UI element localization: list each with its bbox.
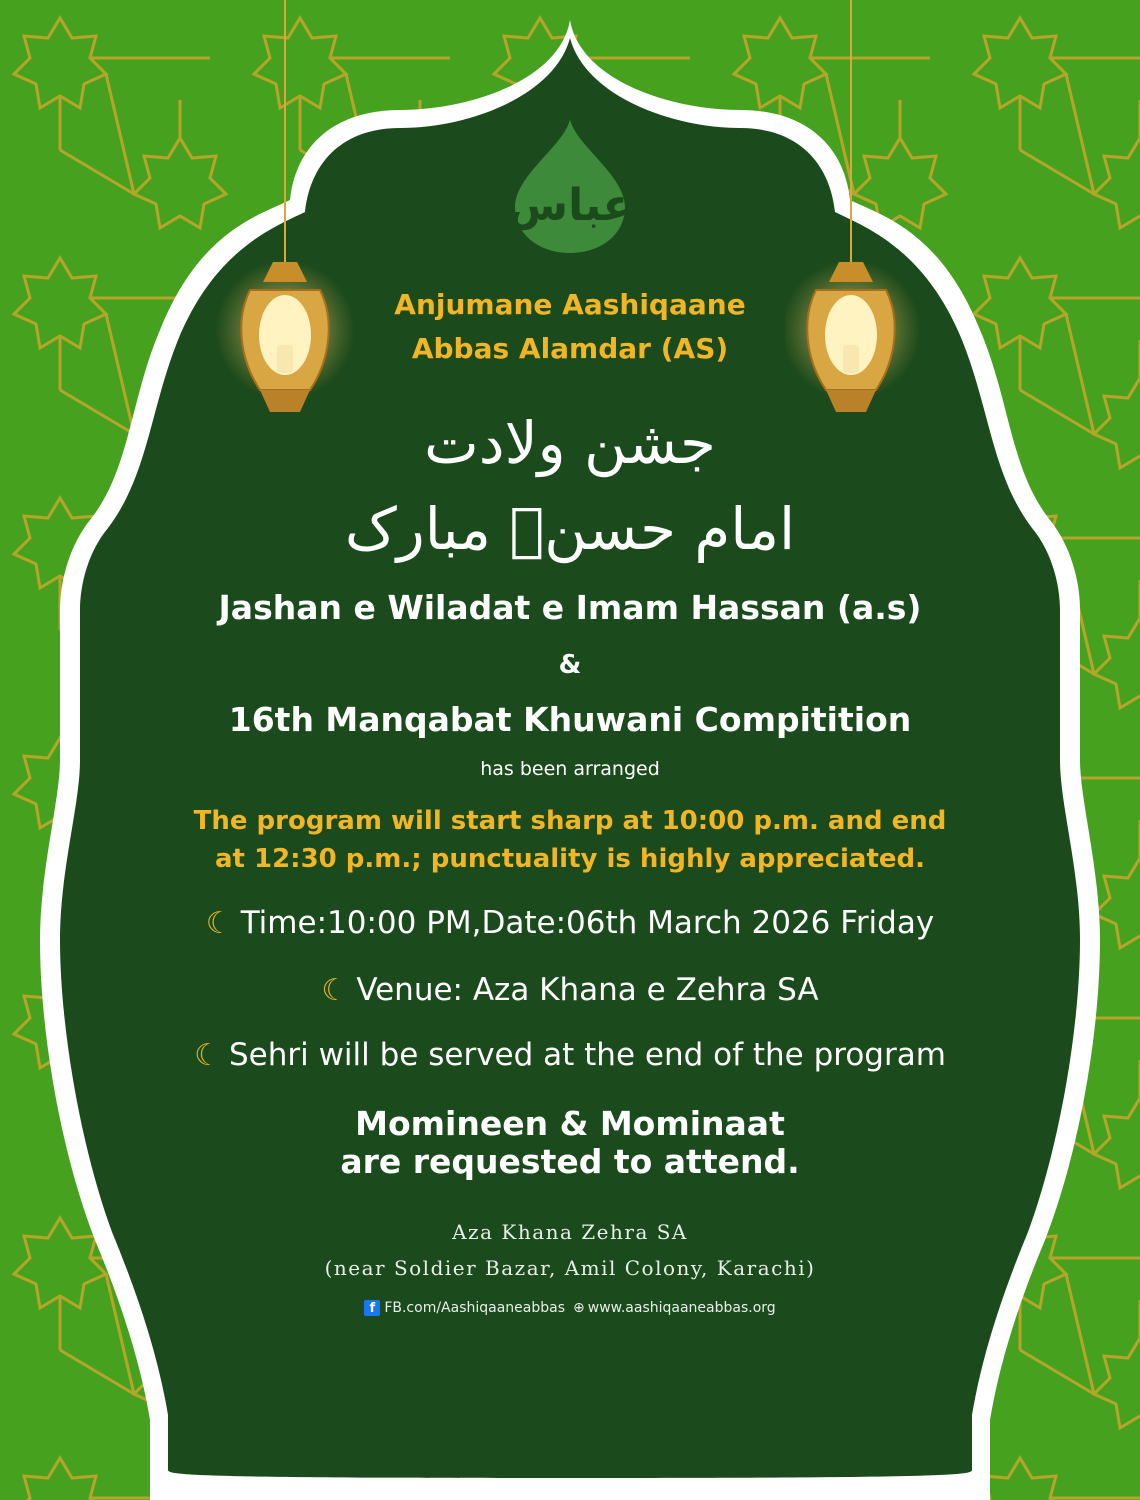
- attendance-request: [0, 1105, 1140, 1181]
- globe-icon: ⊕: [573, 1300, 585, 1316]
- address-line-2: (near Soldier Bazar, Amil Colony, Karachi): [324, 1256, 816, 1280]
- sehri-line: [0, 1037, 1140, 1073]
- request-line-2: are requested to attend.: [340, 1142, 800, 1181]
- sehri-text: Sehri will be served at the end of the program: [228, 1037, 946, 1073]
- address-line-1: Aza Khana Zehra SA: [452, 1220, 688, 1244]
- org-line-2: Abbas Alamdar (AS): [411, 332, 729, 365]
- venue-line: [0, 972, 1140, 1008]
- website-link[interactable]: www.aashiqaaneabbas.org: [587, 1300, 776, 1316]
- crescent-moon-icon: ☾: [194, 1038, 221, 1073]
- event-title: Jashan e Wiladat e Imam Hassan (a.s): [218, 588, 922, 627]
- event-subtitle: 16th Manqabat Khuwani Compitition: [228, 700, 912, 739]
- notice-line-2: at 12:30 p.m.; punctuality is highly appreciated.: [214, 844, 926, 874]
- notice-line-1: The program will start sharp at 10:00 p.m. and end: [193, 806, 947, 836]
- address-block: [0, 1214, 1140, 1286]
- punctuality-notice: [0, 802, 1140, 878]
- request-line-1: Momineen & Mominaat: [355, 1104, 785, 1143]
- urdu-line-1: جشن ولادت: [424, 409, 716, 477]
- urdu-line-2: امام حسنؑ مبارک: [344, 495, 796, 563]
- org-line-1: Anjumane Aashiqaane: [394, 288, 746, 321]
- time-date-text: Time:10:00 PM,Date:06th March 2026 Friday: [240, 905, 935, 941]
- organization-name: [0, 283, 1140, 371]
- arranged-text: has been arranged: [480, 758, 660, 780]
- facebook-link[interactable]: FB.com/Aashiqaaneabbas: [384, 1300, 566, 1316]
- venue-text: Venue: Aza Khana e Zehra SA: [356, 972, 819, 1008]
- ampersand: &: [558, 650, 582, 680]
- logo-text: عباس: [507, 180, 633, 231]
- time-date-line: [0, 905, 1140, 941]
- crescent-moon-icon: ☾: [321, 973, 349, 1008]
- crescent-moon-icon: ☾: [205, 906, 233, 941]
- urdu-heading: [0, 400, 1140, 572]
- facebook-icon: f: [364, 1300, 380, 1316]
- abbas-calligraphy-logo: [505, 115, 635, 255]
- footer-links: [0, 1300, 1140, 1316]
